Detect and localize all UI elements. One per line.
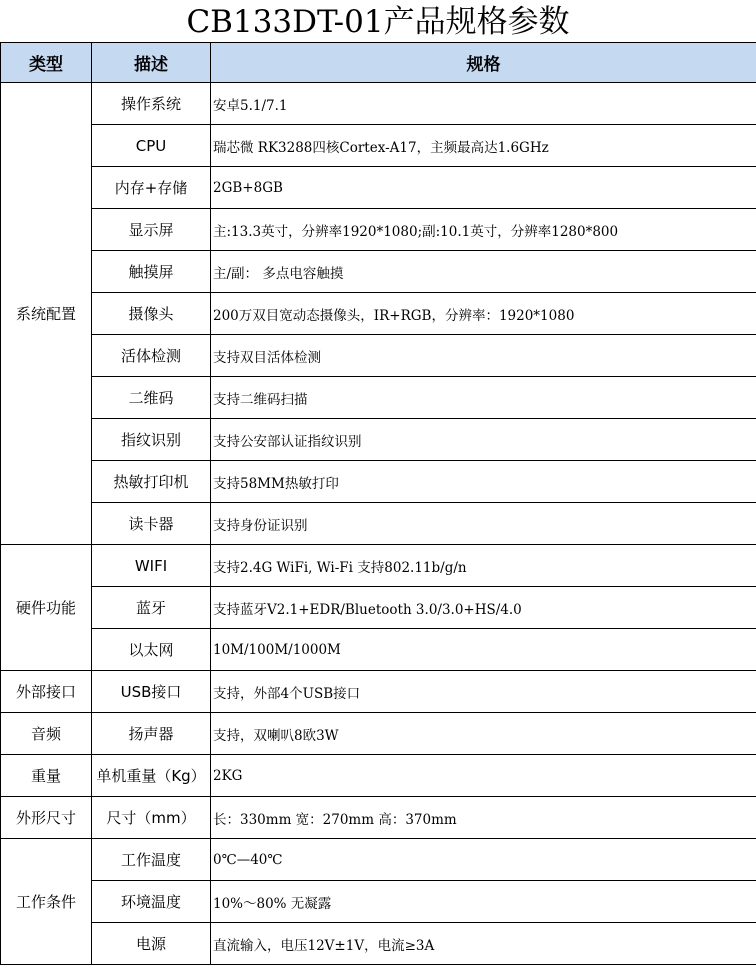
category-cell: 重量 xyxy=(1,755,92,797)
spec-cell: 长：330mm 宽：270mm 高：370mm xyxy=(211,797,756,839)
spec-cell: 2GB+8GB xyxy=(211,167,756,209)
table-row xyxy=(1,377,756,419)
description-cell: 蓝牙 xyxy=(92,587,211,629)
table-row xyxy=(1,335,756,377)
category-cell: 工作条件 xyxy=(1,839,92,965)
description-cell: 触摸屏 xyxy=(92,251,211,293)
spec-cell: 10M/100M/1000M xyxy=(211,629,756,671)
category-cell: 外形尺寸 xyxy=(1,797,92,839)
spec-table xyxy=(0,42,756,965)
description-cell: USB接口 xyxy=(92,671,211,713)
category-cell: 系统配置 xyxy=(1,83,92,545)
description-cell: CPU xyxy=(92,125,211,167)
table-row xyxy=(1,545,756,587)
description-cell: 摄像头 xyxy=(92,293,211,335)
spec-cell: 主/副： 多点电容触摸 xyxy=(211,251,756,293)
description-cell: 二维码 xyxy=(92,377,211,419)
spec-cell: 直流输入，电压12V±1V，电流≥3A xyxy=(211,923,756,965)
table-row xyxy=(1,293,756,335)
spec-cell: 支持，外部4个USB接口 xyxy=(211,671,756,713)
description-cell: 热敏打印机 xyxy=(92,461,211,503)
description-cell: 环境温度 xyxy=(92,881,211,923)
spec-cell: 安卓5.1/7.1 xyxy=(211,83,756,125)
description-cell: 读卡器 xyxy=(92,503,211,545)
spec-cell: 支持58MM热敏打印 xyxy=(211,461,756,503)
table-row xyxy=(1,839,756,881)
spec-cell: 10%～80% 无凝露 xyxy=(211,881,756,923)
table-row xyxy=(1,251,756,293)
description-cell: 活体检测 xyxy=(92,335,211,377)
table-row xyxy=(1,209,756,251)
description-cell: 指纹识别 xyxy=(92,419,211,461)
table-row xyxy=(1,923,756,965)
spec-cell: 2KG xyxy=(211,755,756,797)
spec-cell: 支持身份证识别 xyxy=(211,503,756,545)
spec-cell: 200万双目宽动态摄像头，IR+RGB，分辨率：1920*1080 xyxy=(211,293,756,335)
spec-cell: 主:13.3英寸，分辨率1920*1080;副:10.1英寸，分辨率1280*800 xyxy=(211,209,756,251)
table-row xyxy=(1,461,756,503)
table-row xyxy=(1,125,756,167)
spec-cell: 支持蓝牙V2.1+EDR/Bluetooth 3.0/3.0+HS/4.0 xyxy=(211,587,756,629)
description-cell: 以太网 xyxy=(92,629,211,671)
table-row xyxy=(1,881,756,923)
category-cell: 硬件功能 xyxy=(1,545,92,671)
spec-table-body xyxy=(1,83,756,965)
header-row xyxy=(1,43,756,83)
table-row xyxy=(1,755,756,797)
spec-cell: 支持公安部认证指纹识别 xyxy=(211,419,756,461)
spec-cell: 瑞芯微 RK3288四核Cortex-A17，主频最高达1.6GHz xyxy=(211,125,756,167)
table-row xyxy=(1,503,756,545)
table-row xyxy=(1,419,756,461)
page-title: CB133DT-01产品规格参数 xyxy=(186,4,570,40)
description-cell: 单机重量（Kg） xyxy=(92,755,211,797)
description-cell: 尺寸（mm） xyxy=(92,797,211,839)
description-cell: WIFI xyxy=(92,545,211,587)
description-cell: 内存+存储 xyxy=(92,167,211,209)
description-cell: 操作系统 xyxy=(92,83,211,125)
table-row xyxy=(1,713,756,755)
header-type: 类型 xyxy=(1,43,92,83)
table-row xyxy=(1,83,756,125)
spec-cell: 支持二维码扫描 xyxy=(211,377,756,419)
table-row xyxy=(1,797,756,839)
description-cell: 扬声器 xyxy=(92,713,211,755)
table-row xyxy=(1,587,756,629)
spec-cell: 0℃—40℃ xyxy=(211,839,756,881)
category-cell: 音频 xyxy=(1,713,92,755)
description-cell: 工作温度 xyxy=(92,839,211,881)
header-spec: 规格 xyxy=(211,43,756,83)
spec-cell: 支持，双喇叭8欧3W xyxy=(211,713,756,755)
category-cell: 外部接口 xyxy=(1,671,92,713)
table-row xyxy=(1,671,756,713)
table-row xyxy=(1,629,756,671)
header-desc: 描述 xyxy=(92,43,211,83)
spec-cell: 支持双目活体检测 xyxy=(211,335,756,377)
table-row xyxy=(1,167,756,209)
description-cell: 电源 xyxy=(92,923,211,965)
description-cell: 显示屏 xyxy=(92,209,211,251)
spec-cell: 支持2.4G WiFi, Wi-Fi 支持802.11b/g/n xyxy=(211,545,756,587)
